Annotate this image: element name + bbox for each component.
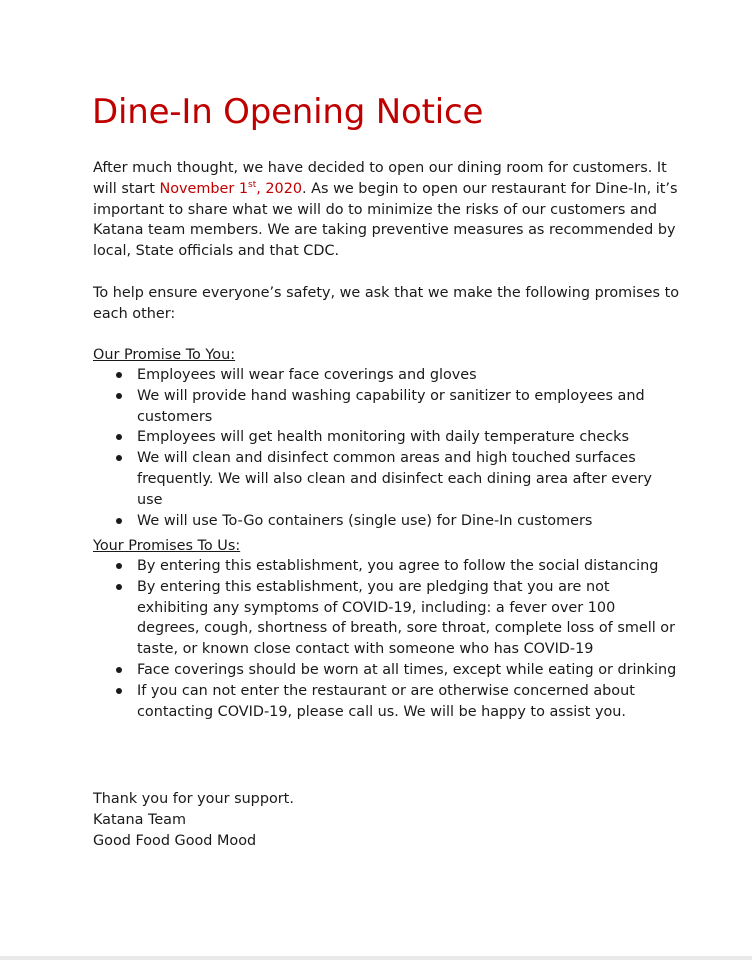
bullet-icon <box>116 688 122 694</box>
list-item <box>137 577 677 660</box>
signoff <box>93 789 294 851</box>
opening-date-ordinal: st <box>248 179 257 190</box>
your-promises-heading: Your Promises To Us: <box>93 538 241 554</box>
list-item-text: By entering this establishment, you agree to follow the social distancing <box>137 558 659 574</box>
list-item <box>137 386 677 428</box>
list-item-text: We will provide hand washing capability or sanitizer to employees and customers <box>137 387 645 425</box>
list-item <box>137 660 677 681</box>
list-item-text: Employees will get health monitoring with daily temperature checks <box>137 429 629 446</box>
our-promise-heading: Our Promise To You: <box>93 347 236 363</box>
bullet-icon <box>116 563 122 569</box>
page-bottom-edge <box>0 956 752 960</box>
list-item <box>137 681 677 723</box>
list-item <box>137 448 677 510</box>
intro-paragraph <box>93 158 693 262</box>
list-item-text: Employees will wear face coverings and gloves <box>137 367 477 383</box>
list-item <box>137 365 677 386</box>
list-item-text: By entering this establishment, you are pledging that you are not exhibiting any symptoms of COVID-19, including: a fever over 100 degrees, cough, shortness of breath, sore throat, complete loss of smell or taste, or known close contact with someone who has COVID-19 <box>137 578 675 658</box>
list-item <box>137 556 677 577</box>
our-promise-list <box>137 365 677 531</box>
bullet-icon <box>116 518 122 524</box>
list-item <box>137 511 677 532</box>
opening-date <box>159 181 302 197</box>
bullet-icon <box>116 393 122 399</box>
list-item-text: If you can not enter the restaurant or are otherwise concerned about contacting COVID-19, please call us. We will be happy to assist you. <box>137 682 635 720</box>
your-promises-list <box>137 556 677 722</box>
safety-paragraph: To help ensure everyone’s safety, we ask that we make the following promises to each other: <box>93 285 680 322</box>
opening-date-month-day: November 1 <box>159 180 249 197</box>
bullet-icon <box>116 372 122 378</box>
bullet-icon <box>116 434 122 440</box>
bullet-icon <box>116 455 122 461</box>
team-line: Katana Team <box>93 811 187 828</box>
list-item-text: We will clean and disinfect common areas and high touched surfaces frequently. We will also clean and disinfect each dining area after every use <box>137 450 652 508</box>
intro-text-start: After much thought, we have decided to open our dining room for customers. It will start <box>93 160 667 197</box>
motto-line: Good Food Good Mood <box>93 832 257 849</box>
list-item-text: We will use To-Go containers (single use) for Dine-In customers <box>137 512 593 529</box>
intro-text-end: . As we begin to open our restaurant for Dine-In, it’s important to share what we will do to minimize the risks of our customers and Katana team members. We are taking preventive measures as recommended by local, State officials and that CDC. <box>93 180 678 260</box>
bullet-icon <box>116 584 122 590</box>
page-title: Dine-In Opening Notice <box>92 92 484 132</box>
bullet-icon <box>116 667 122 673</box>
list-item-text: Face coverings should be worn at all times, except while eating or drinking <box>137 661 677 678</box>
list-item <box>137 427 677 448</box>
opening-date-year: , 2020 <box>256 180 303 197</box>
thanks-line: Thank you for your support. <box>93 791 294 807</box>
